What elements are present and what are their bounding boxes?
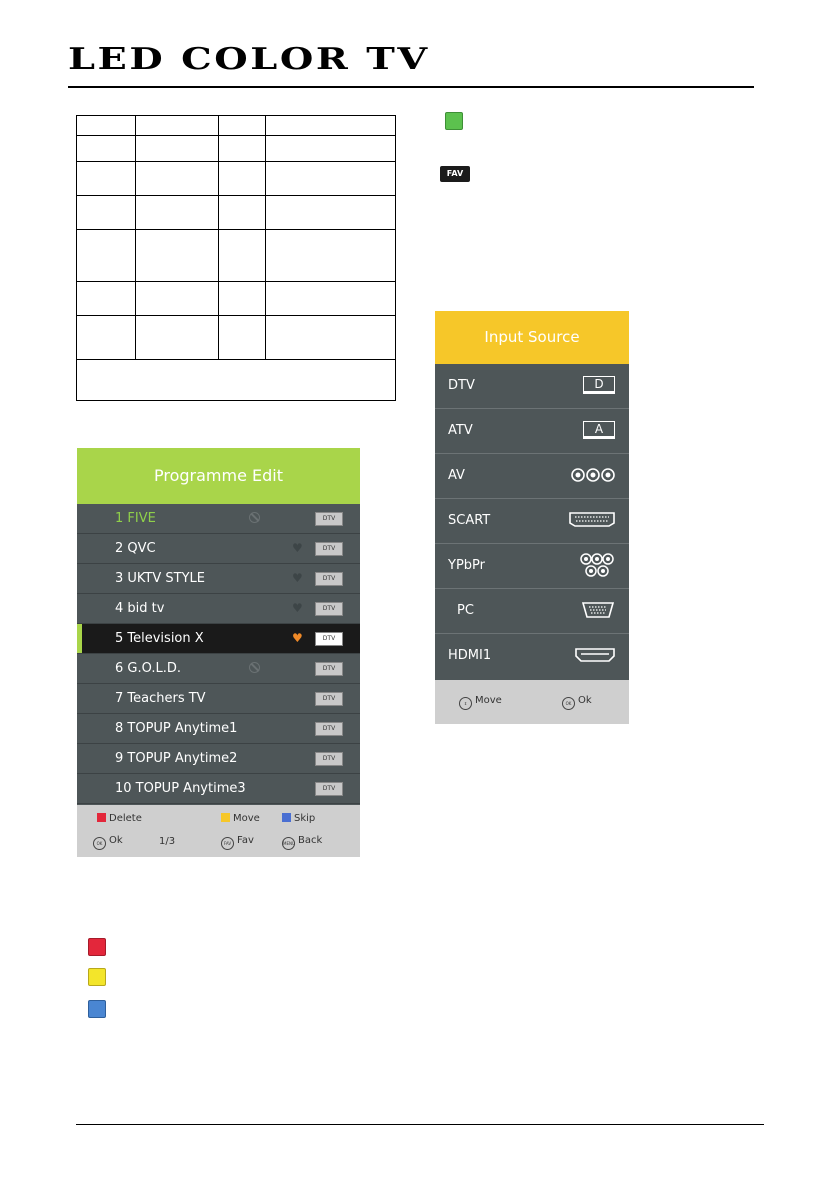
channel-row[interactable]: [77, 534, 360, 564]
heart-icon: ♥: [292, 601, 303, 615]
channel-label: 8 TOPUP Anytime1: [115, 721, 238, 736]
fav-button-icon: FAV: [221, 837, 234, 850]
red-button-icon: [88, 938, 106, 956]
dtv-badge: DTV: [315, 572, 343, 586]
vga-port-icon: [581, 601, 615, 619]
hdmi-port-icon: [575, 648, 615, 662]
channel-row[interactable]: [77, 774, 360, 804]
channel-label: 4 bid tv: [115, 601, 165, 616]
channel-label: 2 QVC: [115, 541, 156, 556]
source-label: ATV: [448, 423, 473, 438]
dtv-badge: DTV: [315, 722, 343, 736]
footer-rule: [76, 1124, 764, 1125]
channel-label: 5 Television X: [115, 631, 204, 646]
channel-row[interactable]: [77, 684, 360, 714]
delete-hint: Delete: [97, 813, 142, 824]
page-indicator: 1/3: [159, 836, 176, 847]
red-key-icon: [97, 813, 106, 822]
dtv-icon: D: [583, 376, 615, 394]
source-scart[interactable]: [435, 499, 629, 544]
move-hint: Move: [221, 813, 260, 824]
channel-label: 9 TOPUP Anytime2: [115, 751, 238, 766]
skip-icon: [249, 512, 260, 523]
brand-title: LED COLOR TV: [68, 42, 430, 77]
blue-button-icon: [88, 1000, 106, 1018]
green-button-icon: [445, 112, 463, 130]
yellow-button-icon: [88, 968, 106, 986]
ok-button-icon: OK: [93, 837, 106, 850]
fav-hint: FAV Fav: [221, 835, 254, 850]
heart-icon: ♥: [292, 541, 303, 555]
dtv-badge: DTV: [315, 542, 343, 556]
ok-hint: OK Ok: [93, 835, 123, 850]
programme-edit-title: Programme Edit: [77, 448, 360, 504]
programme-edit-menu: [77, 448, 360, 857]
source-label: PC: [457, 603, 474, 618]
heart-icon: ♥: [292, 571, 303, 585]
source-atv[interactable]: [435, 409, 629, 454]
atv-icon: A: [583, 421, 615, 439]
input-source-title: Input Source: [435, 311, 629, 364]
channel-row[interactable]: [77, 594, 360, 624]
ypbpr-jacks-icon: [579, 552, 615, 578]
scart-icon: [569, 511, 615, 527]
channel-label: 3 UKTV STYLE: [115, 571, 205, 586]
channel-row[interactable]: [77, 744, 360, 774]
dtv-badge: DTV: [315, 512, 343, 526]
source-hdmi1[interactable]: [435, 634, 629, 678]
ok-hint: OK Ok: [562, 695, 592, 710]
channel-row[interactable]: [77, 714, 360, 744]
channel-row[interactable]: [77, 564, 360, 594]
source-av[interactable]: [435, 454, 629, 499]
yellow-key-icon: [221, 813, 230, 822]
fav-button-icon: FAV: [440, 166, 470, 182]
input-source-menu: [435, 311, 629, 724]
programme-edit-footer: [77, 805, 360, 857]
source-dtv[interactable]: [435, 364, 629, 409]
heart-icon: ♥: [292, 631, 303, 645]
channel-row[interactable]: [77, 504, 360, 534]
dtv-badge: DTV: [315, 602, 343, 616]
source-label: AV: [448, 468, 465, 483]
menu-button-icon: MENU: [282, 837, 295, 850]
dtv-badge: DTV: [315, 752, 343, 766]
channel-label: 1 FIVE: [115, 511, 156, 526]
source-label: HDMI1: [448, 648, 492, 663]
skip-hint: Skip: [282, 813, 315, 824]
source-label: DTV: [448, 378, 475, 393]
source-pc[interactable]: [435, 589, 629, 634]
dtv-badge: DTV: [315, 782, 343, 796]
blue-key-icon: [282, 813, 291, 822]
ok-button-icon: OK: [562, 697, 575, 710]
skip-icon: [249, 662, 260, 673]
nav-arrows-icon: ⇕: [459, 697, 472, 710]
av-jacks-icon: [571, 466, 615, 484]
source-label: SCART: [448, 513, 491, 528]
channel-label: 10 TOPUP Anytime3: [115, 781, 246, 796]
move-hint: ⇕ Move: [459, 695, 502, 710]
dtv-badge: DTV: [315, 692, 343, 706]
selection-bar: [77, 624, 82, 653]
dtv-badge: DTV: [315, 632, 343, 646]
input-source-footer: [435, 680, 629, 724]
header-rule: [68, 86, 754, 88]
spec-table: [76, 115, 396, 401]
back-hint: MENU Back: [282, 835, 322, 850]
channel-label: 6 G.O.L.D.: [115, 661, 181, 676]
dtv-badge: DTV: [315, 662, 343, 676]
source-label: YPbPr: [448, 558, 485, 573]
channel-row[interactable]: [77, 654, 360, 684]
channel-label: 7 Teachers TV: [115, 691, 206, 706]
source-ypbpr[interactable]: [435, 544, 629, 589]
channel-row-selected[interactable]: [77, 624, 360, 654]
